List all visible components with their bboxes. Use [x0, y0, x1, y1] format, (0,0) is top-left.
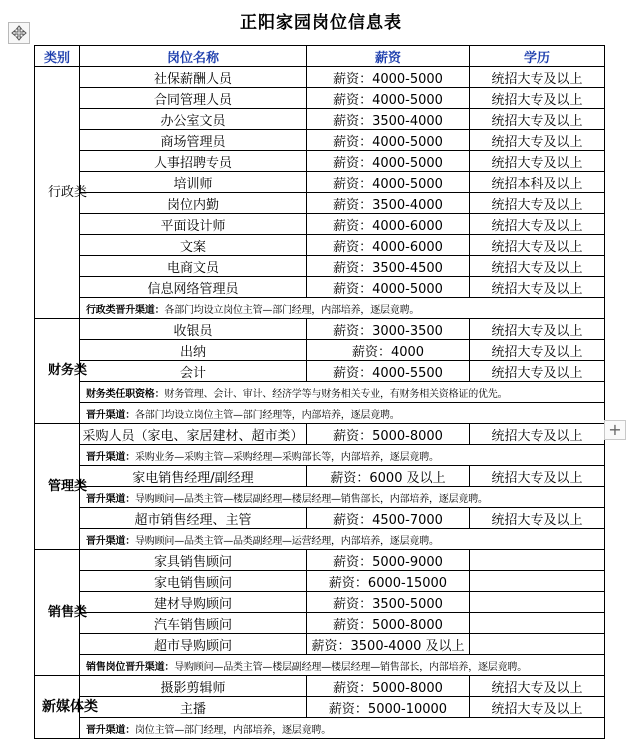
education-cell — [470, 634, 605, 655]
header-education: 学历 — [470, 46, 605, 67]
position-cell: 培训师 — [80, 172, 307, 193]
education-cell: 统招大专及以上 — [470, 214, 605, 235]
education-cell: 统招本科及以上 — [470, 172, 605, 193]
position-cell: 会计 — [80, 361, 307, 382]
table-row — [35, 88, 605, 109]
education-cell: 统招大专及以上 — [470, 277, 605, 298]
table-row — [35, 130, 605, 151]
salary-cell: 薪资：4000-5500 — [307, 361, 470, 382]
education-cell: 统招大专及以上 — [470, 424, 605, 445]
note-label: 财务类任职资格： — [86, 388, 165, 400]
education-cell: 统招大专及以上 — [470, 256, 605, 277]
table-row — [35, 67, 605, 88]
education-cell: 统招大专及以上 — [470, 67, 605, 88]
education-cell — [470, 613, 605, 634]
table-row — [35, 634, 605, 655]
category-finance: 财务类 — [35, 319, 80, 424]
appliance-promotion-note — [80, 487, 605, 508]
note-row — [35, 403, 605, 424]
table-row — [35, 676, 605, 697]
education-cell: 统招大专及以上 — [470, 88, 605, 109]
note-label: 晋升渠道： — [86, 535, 135, 547]
education-cell: 统招大专及以上 — [470, 697, 605, 718]
salary-cell: 薪资：6000-15000 — [307, 571, 470, 592]
note-label: 晋升渠道： — [86, 451, 135, 463]
table-row — [35, 466, 605, 487]
education-cell — [470, 550, 605, 571]
table-header-row — [35, 46, 605, 67]
position-cell: 采购人员（家电、家居建材、超市类） — [80, 424, 307, 445]
table-row — [35, 697, 605, 718]
position-cell: 社保薪酬人员 — [80, 67, 307, 88]
salary-cell: 薪资：4000-6000 — [307, 214, 470, 235]
table-row — [35, 193, 605, 214]
job-info-table — [34, 45, 605, 739]
table-row — [35, 151, 605, 172]
category-sales: 销售类 — [35, 550, 80, 676]
salary-cell: 薪资：5000-8000 — [307, 613, 470, 634]
position-cell: 家具销售顾问 — [80, 550, 307, 571]
table-row — [35, 277, 605, 298]
position-cell: 收银员 — [80, 319, 307, 340]
position-cell: 建材导购顾问 — [80, 592, 307, 613]
note-label: 销售岗位晋升渠道： — [86, 661, 175, 673]
table-row — [35, 214, 605, 235]
table-row — [35, 361, 605, 382]
salary-cell: 薪资：4500-7000 — [307, 508, 470, 529]
position-cell: 信息网络管理员 — [80, 277, 307, 298]
finance-qualification-note — [80, 382, 605, 403]
education-cell: 统招大专及以上 — [470, 130, 605, 151]
finance-promotion-note — [80, 403, 605, 424]
table-row — [35, 592, 605, 613]
salary-cell: 薪资：4000-6000 — [307, 235, 470, 256]
position-cell: 汽车销售顾问 — [80, 613, 307, 634]
header-category: 类别 — [35, 46, 80, 67]
table-row — [35, 172, 605, 193]
admin-promotion-note — [80, 298, 605, 319]
education-cell: 统招大专及以上 — [470, 466, 605, 487]
education-cell: 统招大专及以上 — [470, 151, 605, 172]
salary-cell: 薪资：4000 — [307, 340, 470, 361]
note-row — [35, 298, 605, 319]
salary-cell: 薪资：4000-5000 — [307, 172, 470, 193]
position-cell: 商场管理员 — [80, 130, 307, 151]
salary-cell: 薪资：4000-5000 — [307, 277, 470, 298]
salary-cell: 薪资：6000 及以上 — [307, 466, 470, 487]
note-text: 各部门均设立岗位主管—部门经理，内部培养，逐层竟聘。 — [164, 304, 420, 316]
note-label: 晋升渠道： — [86, 493, 135, 505]
position-cell: 岗位内勤 — [80, 193, 307, 214]
newmedia-promotion-note — [80, 718, 605, 739]
note-text: 岗位主管—部门经理，内部培养，逐层竟聘。 — [135, 724, 331, 736]
note-row — [35, 529, 605, 550]
position-cell: 人事招聘专员 — [80, 151, 307, 172]
education-cell: 统招大专及以上 — [470, 508, 605, 529]
table-row — [35, 424, 605, 445]
note-label: 行政类晋升渠道： — [86, 304, 165, 316]
position-cell: 家电销售经理/副经理 — [80, 466, 307, 487]
education-cell — [470, 592, 605, 613]
table-row — [35, 550, 605, 571]
note-row — [35, 487, 605, 508]
salary-cell: 薪资：5000-8000 — [307, 424, 470, 445]
salary-cell: 薪资：3500-4500 — [307, 256, 470, 277]
position-cell: 超市销售经理、主管 — [80, 508, 307, 529]
table-row — [35, 109, 605, 130]
header-position: 岗位名称 — [80, 46, 307, 67]
category-admin: 行政类 — [35, 67, 80, 319]
education-cell: 统招大专及以上 — [470, 361, 605, 382]
salary-cell: 薪资：4000-5000 — [307, 151, 470, 172]
position-cell: 摄影剪辑师 — [80, 676, 307, 697]
education-cell: 统招大专及以上 — [470, 235, 605, 256]
education-cell: 统招大专及以上 — [470, 676, 605, 697]
position-cell: 电商文员 — [80, 256, 307, 277]
note-row — [35, 655, 605, 676]
salary-cell: 薪资：3000-3500 — [307, 319, 470, 340]
table-row — [35, 235, 605, 256]
salary-cell: 薪资：4000-5000 — [307, 130, 470, 151]
note-row — [35, 382, 605, 403]
note-text: 财务管理、会计、审计、经济学等与财务相关专业，有财务相关资格证的优先。 — [164, 388, 508, 400]
salary-cell: 薪资：5000-9000 — [307, 550, 470, 571]
salary-cell: 薪资：4000-5000 — [307, 67, 470, 88]
position-cell: 出纳 — [80, 340, 307, 361]
salary-cell: 薪资：5000-8000 — [307, 676, 470, 697]
education-cell — [470, 571, 605, 592]
note-text: 导购顾问—品类主管—楼层副经理—楼层经理—销售部长，内部培养，逐层竟聘。 — [135, 493, 488, 505]
note-text: 各部门均设立岗位主管—部门经理等，内部培养，逐层竟聘。 — [135, 409, 400, 421]
position-cell: 办公室文员 — [80, 109, 307, 130]
salary-cell: 薪资：3500-4000 — [307, 109, 470, 130]
note-label: 晋升渠道： — [86, 409, 135, 421]
education-cell: 统招大专及以上 — [470, 193, 605, 214]
salary-cell: 薪资：4000-5000 — [307, 88, 470, 109]
table-row — [35, 613, 605, 634]
category-management: 管理类 — [35, 424, 80, 550]
note-text: 导购顾问—品类主管—品类副经理—运营经理，内部培养，逐层竟聘。 — [135, 535, 439, 547]
note-text: 导购顾问—品类主管—楼层副经理—楼层经理—销售部长，内部培养，逐层竟聘。 — [174, 661, 528, 673]
position-cell: 主播 — [80, 697, 307, 718]
salary-cell: 薪资：3500-4000 — [307, 193, 470, 214]
salary-cell: 薪资：3500-4000 及以上 — [307, 634, 470, 655]
position-cell: 超市导购顾问 — [80, 634, 307, 655]
note-row — [35, 718, 605, 739]
table-row — [35, 508, 605, 529]
table-row — [35, 256, 605, 277]
table-row — [35, 340, 605, 361]
position-cell: 合同管理人员 — [80, 88, 307, 109]
table-row — [35, 319, 605, 340]
category-newmedia: 新媒体类 — [35, 676, 80, 739]
procurement-promotion-note — [80, 445, 605, 466]
note-row — [35, 445, 605, 466]
plus-icon: + — [608, 420, 622, 439]
position-cell: 文案 — [80, 235, 307, 256]
position-cell: 家电销售顾问 — [80, 571, 307, 592]
header-salary: 薪资 — [307, 46, 470, 67]
education-cell: 统招大专及以上 — [470, 109, 605, 130]
page-title: 正阳家园岗位信息表 — [240, 13, 402, 33]
note-text: 采购业务—采购主管—采购经理—采购部长等，内部培养，逐层竟聘。 — [135, 451, 439, 463]
education-cell: 统招大专及以上 — [470, 319, 605, 340]
position-cell: 平面设计师 — [80, 214, 307, 235]
add-row-button[interactable] — [604, 420, 626, 440]
supermarket-promotion-note — [80, 529, 605, 550]
note-label: 晋升渠道： — [86, 724, 135, 736]
education-cell: 统招大专及以上 — [470, 340, 605, 361]
table-row — [35, 571, 605, 592]
sales-promotion-note — [80, 655, 605, 676]
salary-cell: 薪资：3500-5000 — [307, 592, 470, 613]
salary-cell: 薪资：5000-10000 — [307, 697, 470, 718]
